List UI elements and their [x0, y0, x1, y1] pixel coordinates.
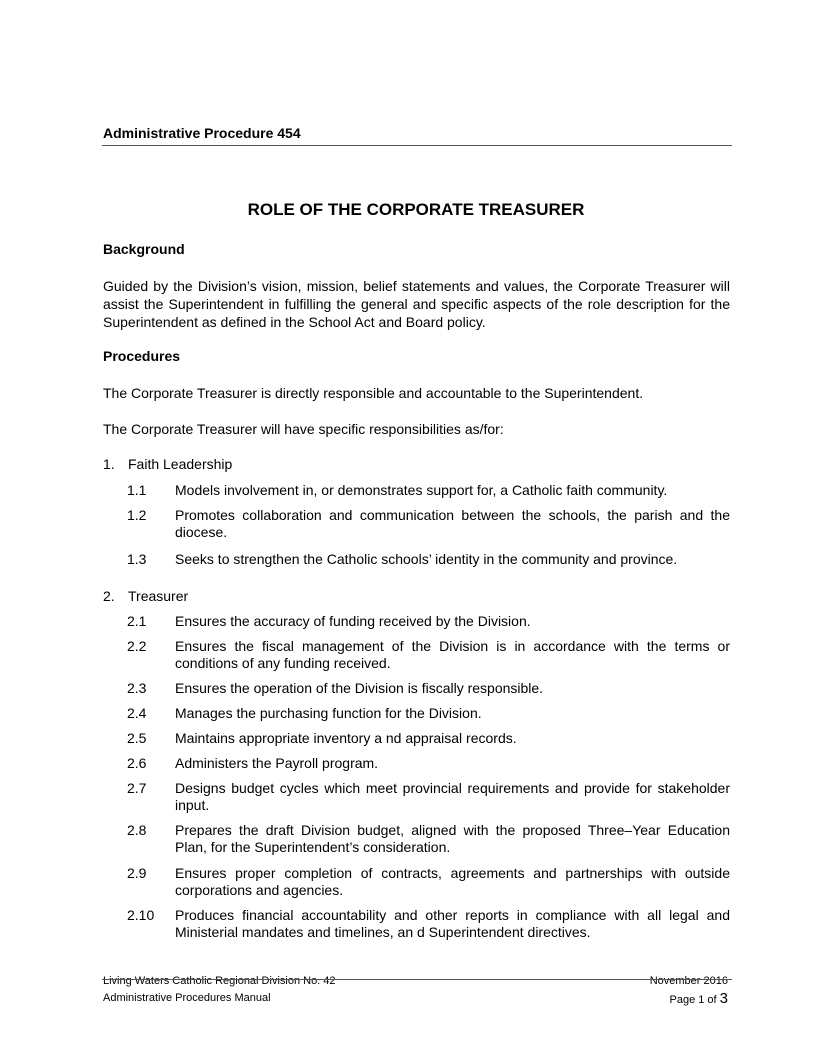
page-title: ROLE OF THE CORPORATE TREASURER	[247, 200, 585, 219]
item-number: 2.5	[127, 730, 147, 746]
item-text: Ensures proper completion of contracts, agreements and partnerships with outside corporations and agencies.	[175, 865, 730, 898]
footer-date: November 2016	[649, 975, 728, 987]
item-number: 2.8	[127, 822, 147, 838]
background-paragraph: Guided by the Division’s vision, mission, belief statements and values, the Corporate Treasurer will assist the Superintendent in fulfilling the general and specific aspects of the role description for the Superintendent as defined in the School Act and Board policy.	[103, 278, 730, 330]
section-number: 1.	[103, 456, 115, 472]
procedures-paragraph-2: The Corporate Treasurer will have specific responsibilities as/for:	[103, 421, 504, 437]
item-number: 2.2	[127, 638, 147, 654]
item-text: Manages the purchasing function for the Division.	[175, 705, 482, 721]
list-item	[127, 780, 730, 814]
list-section-treasurer	[103, 588, 188, 604]
list-item	[127, 680, 730, 697]
section-title: Treasurer	[128, 588, 189, 604]
list-item	[127, 755, 730, 772]
list-item	[127, 507, 730, 541]
item-number: 2.9	[127, 865, 147, 881]
item-number: 2.4	[127, 705, 147, 721]
list-item	[127, 730, 730, 747]
item-text: Ensures the operation of the Division is fiscally responsible.	[175, 680, 544, 696]
item-text: Promotes collaboration and communication between the schools, the parish and the diocese.	[175, 507, 730, 540]
item-number: 2.6	[127, 755, 147, 771]
item-text: Maintains appropriate inventory a nd appraisal records.	[175, 730, 517, 746]
item-text: Seeks to strengthen the Catholic schools’ identity in the community and province.	[175, 551, 678, 567]
list-item	[127, 482, 730, 499]
list-item	[127, 822, 730, 856]
list-item	[127, 638, 730, 672]
item-number: 2.7	[127, 780, 147, 796]
item-text: Ensures the accuracy of funding received by the Division.	[175, 613, 531, 629]
item-number: 2.1	[127, 613, 147, 629]
item-text: Models involvement in, or demonstrates support for, a Catholic faith community.	[175, 482, 668, 498]
item-text: Produces financial accountability and other reports in compliance with all legal and Ministerial mandates and timelines, an d Superintendent directives.	[175, 907, 730, 940]
item-text: Ensures the fiscal management of the Division is in accordance with the terms or conditions of any funding received.	[175, 638, 730, 671]
item-text: Prepares the draft Division budget, aligned with the proposed Three–Year Education Plan, for the Superintendent’s consideration.	[175, 822, 730, 855]
header-divider	[102, 145, 732, 146]
footer-divider	[102, 979, 732, 980]
page-prefix: Page 1 of	[669, 994, 720, 1006]
background-heading: Background	[103, 241, 185, 257]
item-text: Administers the Payroll program.	[175, 755, 379, 771]
footer-page-number	[670, 990, 729, 1007]
item-number: 1.1	[127, 482, 147, 498]
list-item	[127, 551, 730, 568]
page-total: 3	[719, 990, 728, 1007]
footer-manual-name: Administrative Procedures Manual	[103, 992, 271, 1004]
section-title: Faith Leadership	[128, 456, 233, 472]
list-item	[127, 865, 730, 899]
item-number: 2.10	[127, 907, 155, 923]
list-section-faith-leadership	[103, 456, 232, 472]
item-number: 1.2	[127, 507, 147, 523]
item-text: Designs budget cycles which meet provincial requirements and provide for stakeholder input.	[175, 780, 730, 813]
list-item	[127, 907, 730, 941]
procedures-paragraph-1: The Corporate Treasurer is directly responsible and accountable to the Superintendent.	[103, 385, 644, 401]
section-number: 2.	[103, 588, 115, 604]
procedure-number-title: Administrative Procedure 454	[103, 125, 301, 141]
list-item	[127, 705, 730, 722]
procedures-heading: Procedures	[103, 348, 181, 364]
footer-division-name: Living Waters Catholic Regional Division No. 42	[103, 975, 336, 987]
item-number: 2.3	[127, 680, 147, 696]
list-item	[127, 613, 730, 630]
item-number: 1.3	[127, 551, 147, 567]
